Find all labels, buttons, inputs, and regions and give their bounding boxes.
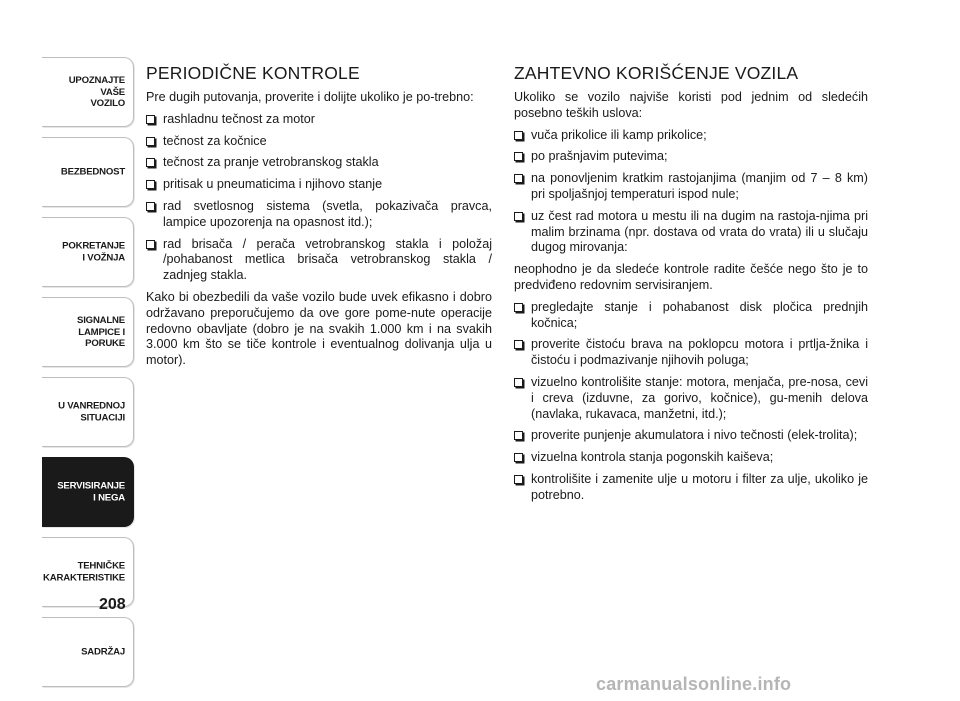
checklist-item	[146, 177, 492, 193]
right-middle: neophodno je da sledeće kontrole radite češće nego što je to predviđeno redovnim servisiranjem.	[514, 262, 868, 292]
right-intro: Ukoliko se vozilo najviše koristi pod jednim od sledećih posebno teških uslova:	[514, 90, 868, 120]
section-title-periodic-checks: PERIODIČNE KONTROLE	[146, 63, 360, 83]
section-tab[interactable]	[42, 57, 134, 127]
section-tab-label: SADRŽAJ	[81, 646, 125, 658]
section-tab-label: BEZBEDNOST	[60, 166, 125, 178]
section-tab[interactable]	[42, 617, 134, 687]
section-tab-label: TEHNIČKE KARAKTERISTIKE	[43, 560, 125, 583]
checklist-item-text: rad brisača / perača vetrobranskog stakla i položaj /pohabanost metlica brisača vetrobranskog stakla / zadnjeg stakla.	[163, 236, 492, 283]
checkbox-bullet-icon	[514, 152, 523, 161]
section-tab-label: SIGNALNE LAMPICE I PORUKE	[77, 314, 125, 349]
checklist-item-text: pritisak u pneumaticima i njihovo stanje	[163, 177, 383, 192]
checklist-item-text: tečnost za pranje vetrobranskog stakla	[163, 155, 379, 170]
page-number: 208	[99, 596, 126, 613]
checklist-item	[514, 375, 868, 422]
checkbox-bullet-icon	[514, 378, 523, 387]
checklist-item	[146, 199, 492, 231]
left-intro: Pre dugih putovanja, proverite i dolijte ukoliko je po-trebno:	[146, 90, 474, 104]
checklist-item-text: tečnost za kočnice	[163, 133, 267, 148]
checklist-item	[514, 128, 868, 144]
checkbox-bullet-icon	[146, 240, 155, 249]
checklist-item	[514, 300, 868, 332]
section-tab-label: POKRETANJE I VOŽNJA	[62, 240, 125, 263]
checkbox-bullet-icon	[514, 475, 523, 484]
section-tab-label: UPOZNAJTE VAŠE VOZILO	[68, 74, 125, 109]
checklist-item	[146, 112, 492, 128]
checklist-item-text: na ponovljenim kratkim rastojanjima (manjim od 7 – 8 km) pri spoljašnjoj temperaturi ispod nule;	[531, 171, 868, 201]
checkbox-bullet-icon	[146, 202, 155, 211]
checkbox-bullet-icon	[146, 115, 155, 124]
checkbox-bullet-icon	[514, 212, 523, 221]
checkbox-bullet-icon	[514, 340, 523, 349]
checklist-item-text: pregledajte stanje i pohabanost disk pločica prednjih kočnica;	[531, 299, 868, 330]
right-column	[514, 62, 868, 510]
section-tab[interactable]	[42, 137, 134, 207]
checklist-item	[514, 337, 868, 369]
checkbox-bullet-icon	[514, 131, 523, 140]
checklist-item	[514, 209, 868, 256]
checkbox-bullet-icon	[146, 180, 155, 189]
checklist-item-text: proverite čistoću brava na poklopcu motora i prtlja-žnika i čistoću i podmazivanje njihovih poluga;	[531, 337, 868, 368]
section-tab[interactable]	[42, 457, 134, 527]
checklist-item	[514, 149, 868, 165]
checklist-item	[146, 155, 492, 171]
checklist-item-text: proverite punjenje akumulatora i nivo tečnosti (elek-trolita);	[531, 428, 858, 443]
checklist-item	[146, 134, 492, 150]
section-tab[interactable]	[42, 217, 134, 287]
checklist-item	[514, 472, 868, 504]
checklist-item-text: rad svetlosnog sistema (svetla, pokazivača pravca, lampice upozorenja na opasnost itd.);	[163, 198, 492, 229]
checklist-item-text: uz čest rad motora u mestu ili na dugim na rastoja-njima pri malim brzinama (npr. dostava od vrata do vrata) ili u slučaju dugog mirovanja:	[531, 208, 868, 255]
checklist-item-text: vuča prikolice ili kamp prikolice;	[531, 127, 707, 142]
checklist-item-text: po prašnjavim putevima;	[531, 149, 668, 164]
checklist-item	[146, 237, 492, 284]
section-tab-label: SERVISIRANJE I NEGA	[57, 480, 125, 503]
checklist-item-text: vizuelno kontrolišite stanje: motora, menjača, pre-nosa, cevi i creva (izduvne, za gorivo, kočnice), gu-menih delova (navlaka, rukavaca, manžetni, itd.);	[531, 374, 868, 421]
checklist-item	[514, 450, 868, 466]
section-tab[interactable]	[42, 297, 134, 367]
watermark: carmanualsonline.info	[596, 674, 792, 694]
left-column	[146, 62, 492, 375]
checklist-item-text: kontrolišite i zamenite ulje u motoru i filter za ulje, ukoliko je potrebno.	[531, 471, 868, 502]
checkbox-bullet-icon	[514, 174, 523, 183]
right-conditions-list	[514, 128, 868, 257]
checklist-item	[514, 428, 868, 444]
checkbox-bullet-icon	[146, 158, 155, 167]
section-title-heavy-use: ZAHTEVNO KORIŠĆENJE VOZILA	[514, 63, 799, 83]
section-tab-label: U VANREDNOJ SITUACIJI	[58, 400, 125, 423]
checkbox-bullet-icon	[514, 431, 523, 440]
section-tab[interactable]	[42, 377, 134, 447]
right-checks-list	[514, 300, 868, 504]
checklist-item-text: rashladnu tečnost za motor	[163, 111, 315, 126]
checkbox-bullet-icon	[514, 453, 523, 462]
checklist-item-text: vizuelna kontrola stanja pogonskih kaiševa;	[531, 450, 774, 465]
checklist-item	[514, 171, 868, 203]
left-outro: Kako bi obezbedili da vaše vozilo bude uvek efikasno i dobro održavano preporučujemo da ove gore pome-nute operacije redovno obavljate (dobro je na svakih 1.000 km i na svakih 3.000 km što se tiče kontrole i eventualnog dolivanja ulja u motor).	[146, 289, 492, 368]
checkbox-bullet-icon	[146, 137, 155, 146]
left-checklist	[146, 112, 492, 284]
checkbox-bullet-icon	[514, 303, 523, 312]
